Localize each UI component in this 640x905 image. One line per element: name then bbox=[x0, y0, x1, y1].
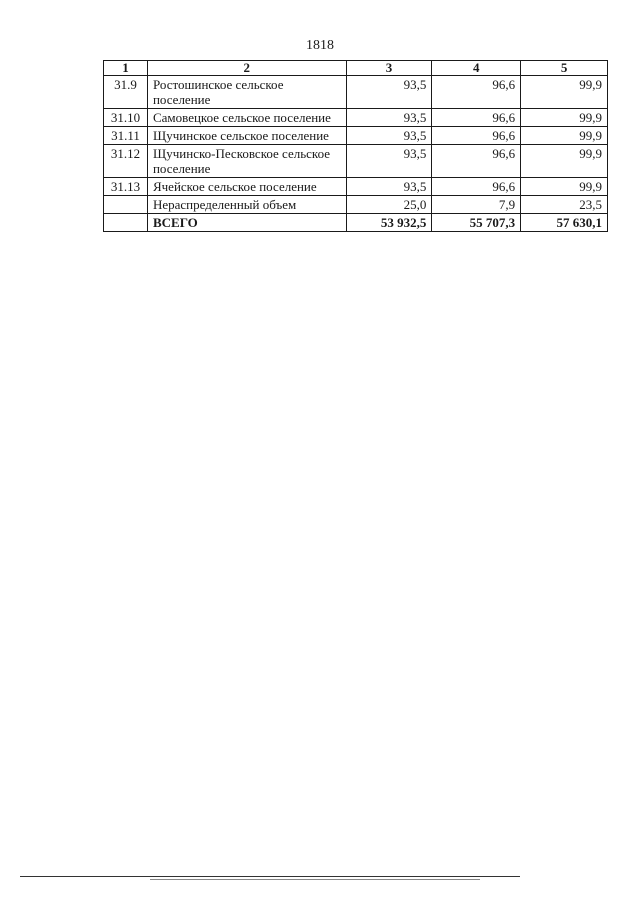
row-number: 31.9 bbox=[104, 76, 148, 109]
table-row bbox=[104, 196, 608, 214]
value-col-4: 96,6 bbox=[432, 127, 521, 145]
table-row bbox=[104, 109, 608, 127]
total-col-3: 53 932,5 bbox=[346, 214, 432, 232]
settlement-name: Ячейское сельское поселение bbox=[147, 178, 346, 196]
value-col-3: 93,5 bbox=[346, 76, 432, 109]
column-header-1: 1 bbox=[104, 61, 148, 76]
table-row bbox=[104, 76, 608, 109]
value-col-3: 25,0 bbox=[346, 196, 432, 214]
value-col-3: 93,5 bbox=[346, 127, 432, 145]
row-number bbox=[104, 196, 148, 214]
value-col-5: 99,9 bbox=[521, 109, 608, 127]
value-col-4: 96,6 bbox=[432, 145, 521, 178]
column-header-3: 3 bbox=[346, 61, 432, 76]
row-number: 31.13 bbox=[104, 178, 148, 196]
total-label: ВСЕГО bbox=[147, 214, 346, 232]
value-col-4: 7,9 bbox=[432, 196, 521, 214]
row-number: 31.12 bbox=[104, 145, 148, 178]
settlement-name: Самовецкое сельское поселение bbox=[147, 109, 346, 127]
row-number: 31.10 bbox=[104, 109, 148, 127]
row-number: 31.11 bbox=[104, 127, 148, 145]
value-col-5: 99,9 bbox=[521, 127, 608, 145]
table-row bbox=[104, 178, 608, 196]
total-col-5: 57 630,1 bbox=[521, 214, 608, 232]
page-number: 1818 bbox=[306, 38, 334, 53]
total-col-4: 55 707,3 bbox=[432, 214, 521, 232]
footer-divider bbox=[20, 876, 520, 877]
value-col-3: 93,5 bbox=[346, 178, 432, 196]
value-col-3: 93,5 bbox=[346, 109, 432, 127]
table-row bbox=[104, 127, 608, 145]
table-row bbox=[104, 145, 608, 178]
budget-table bbox=[103, 60, 608, 232]
row-number bbox=[104, 214, 148, 232]
unallocated-label: Нераспределенный объем bbox=[147, 196, 346, 214]
settlement-name: Ростошинское сельское поселение bbox=[147, 76, 346, 109]
column-header-4: 4 bbox=[432, 61, 521, 76]
settlement-name: Щучинское сельское поселение bbox=[147, 127, 346, 145]
header-row bbox=[104, 61, 608, 76]
footer-divider-thin bbox=[150, 879, 480, 880]
column-header-5: 5 bbox=[521, 61, 608, 76]
settlement-name: Щучинско-Песковское сельское поселение bbox=[147, 145, 346, 178]
value-col-4: 96,6 bbox=[432, 109, 521, 127]
value-col-3: 93,5 bbox=[346, 145, 432, 178]
value-col-5: 23,5 bbox=[521, 196, 608, 214]
value-col-5: 99,9 bbox=[521, 76, 608, 109]
value-col-5: 99,9 bbox=[521, 178, 608, 196]
value-col-5: 99,9 bbox=[521, 145, 608, 178]
column-header-2: 2 bbox=[147, 61, 346, 76]
value-col-4: 96,6 bbox=[432, 178, 521, 196]
value-col-4: 96,6 bbox=[432, 76, 521, 109]
total-row bbox=[104, 214, 608, 232]
